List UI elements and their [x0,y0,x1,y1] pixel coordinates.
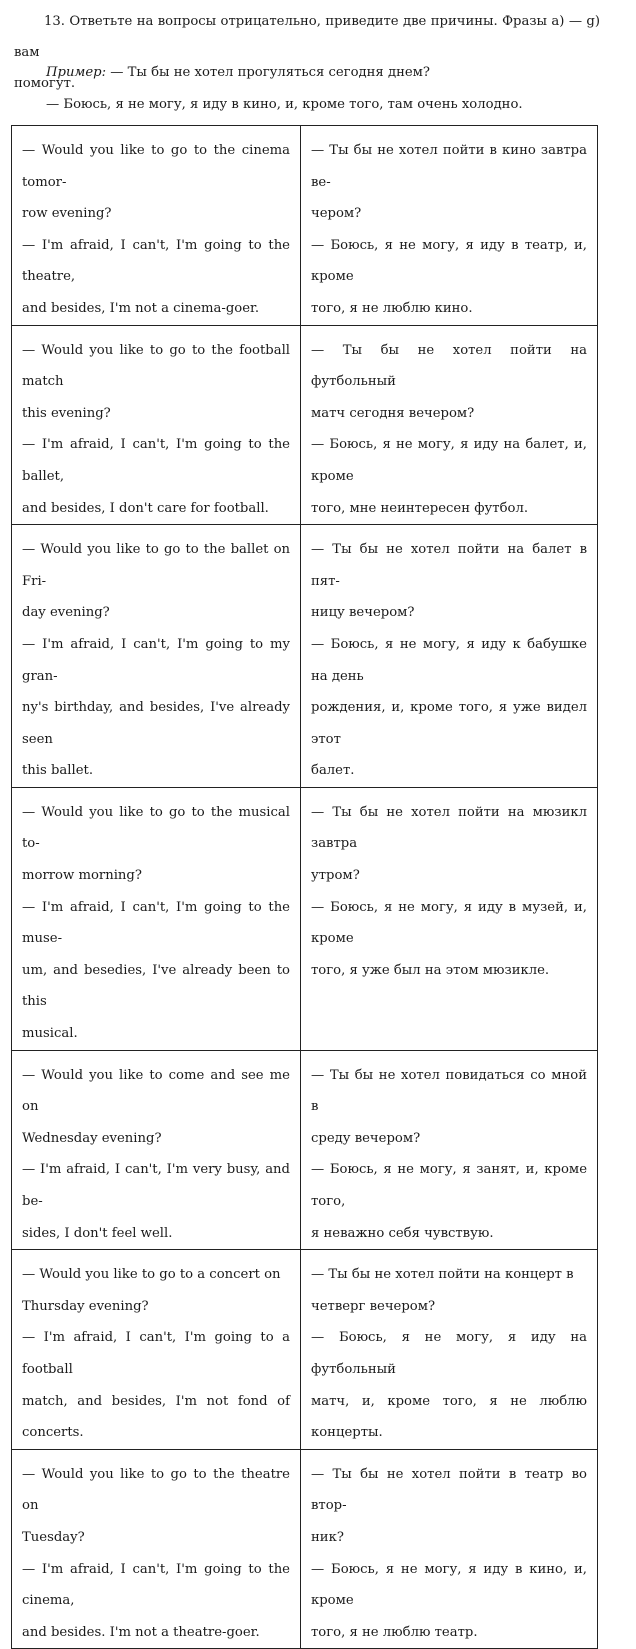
russian-line: того, мне неинтересен футбол. [311,500,529,516]
russian-line: — Ты бы не хотел пойти в театр во втор- [311,1466,587,1514]
english-line: Tuesday? [22,1529,85,1545]
russian-cell [301,126,598,326]
russian-line: — Боюсь, я не могу, я занят, и, кроме того, [311,1162,587,1209]
english-cell [12,525,301,788]
answers-table [11,125,598,1649]
russian-cell [301,787,598,1050]
english-line: and besides, I don't care for football. [22,500,269,516]
english-line: this ballet. [22,763,94,779]
russian-line: утром? [311,868,360,884]
english-line: day evening? [22,605,110,621]
example-question-line [46,65,430,80]
english-line: — Would you like to go to the theatre on [22,1466,290,1514]
example-answer-line [46,97,523,112]
english-cell [12,1250,301,1450]
english-line: and besides. I'm not a theatre-goer. [22,1624,260,1640]
english-line: — I'm afraid, I can't, I'm going to my gran- [22,636,290,684]
russian-cell [301,1050,598,1250]
instruction-line-2: помогут. [14,76,76,91]
instruction-line-1: Ответьте на вопросы отрицательно, приведите две причины. Фразы a) — g) вам [14,14,600,60]
english-cell [12,325,301,525]
russian-line: — Ты бы не хотел пойти в кино завтра ве- [311,143,587,190]
example-label: Пример: [46,65,107,80]
english-line: match, and besides, I'm not fond of concerts. [22,1393,290,1441]
russian-cell [301,1449,598,1649]
russian-line: рождения, и, кроме того, я уже видел этот [311,700,587,747]
english-line: — I'm afraid, I can't, I'm going to a football [22,1330,290,1377]
russian-line: — Боюсь, я не могу, я иду в кино, и, кроме [311,1561,587,1609]
english-line: — Would you like to come and see me on [22,1067,290,1115]
english-line: — I'm afraid, I can't, I'm going to the theatre, [22,237,290,285]
russian-line: матч, и, кроме того, я не люблю концерты. [311,1393,587,1441]
english-line: — I'm afraid, I can't, I'm very busy, and be- [22,1162,290,1209]
table-row [12,126,598,326]
russian-line: среду вечером? [311,1130,421,1146]
table-row [12,525,598,788]
example-answer: — Боюсь, я не могу, я иду в кино, и, кроме того, там очень холодно. [46,97,523,112]
english-cell [12,1449,301,1649]
example-question: — Ты бы не хотел прогуляться сегодня днем? [106,65,430,80]
english-line: and besides, I'm not a cinema-goer. [22,300,260,316]
russian-line: — Боюсь, я не могу, я иду на футбольный [311,1330,587,1377]
russian-cell [301,525,598,788]
english-line: musical. [22,1026,78,1042]
russian-line: четверг вечером? [311,1298,436,1314]
russian-line: чером? [311,206,362,222]
russian-line: того, я не люблю кино. [311,300,473,316]
english-line: — Would you like to go to the musical to- [22,804,290,852]
russian-line: того, я не люблю театр. [311,1624,478,1640]
english-line: this evening? [22,405,111,421]
english-line: morrow morning? [22,868,142,884]
english-line: — Would you like to go to the ballet on Fri- [22,542,290,589]
english-line: Wednesday evening? [22,1130,162,1146]
russian-cell [301,325,598,525]
russian-line: матч сегодня вечером? [311,405,475,421]
russian-line: — Ты бы не хотел пойти на балет в пят- [311,542,587,589]
english-line: sides, I don't feel well. [22,1225,173,1241]
russian-line: ницу вечером? [311,605,415,621]
russian-line: — Боюсь, я не могу, я иду к бабушке на день [311,636,587,684]
russian-line: я неважно себя чувствую. [311,1225,494,1241]
table-row [12,787,598,1050]
english-line: Thursday evening? [22,1298,149,1314]
table-row [12,1449,598,1649]
table-row [12,1050,598,1250]
russian-line: — Боюсь, я не могу, я иду в театр, и, кроме [311,237,587,285]
russian-line: — Ты бы не хотел пойти на футбольный [311,342,587,390]
exercise-instruction [14,6,600,99]
english-line: — I'm afraid, I can't, I'm going to the muse- [22,899,290,947]
english-line: um, and besedies, I've already been to this [22,962,290,1010]
table-row [12,1250,598,1450]
russian-line: — Боюсь, я не могу, я иду в музей, и, кроме [311,899,587,947]
english-line: — I'm afraid, I can't, I'm going to the cinema, [22,1561,290,1609]
english-cell [12,1050,301,1250]
english-line: row evening? [22,206,112,222]
russian-line: того, я уже был на этом мюзикле. [311,962,550,978]
russian-line: — Боюсь, я не могу, я иду на балет, и, кроме [311,437,587,484]
russian-line: балет. [311,763,355,779]
english-line: — I'm afraid, I can't, I'm going to the ballet, [22,437,290,484]
russian-line: ник? [311,1529,344,1545]
russian-cell [301,1250,598,1450]
exercise-number: 13. [44,14,65,29]
russian-line: — Ты бы не хотел пойти на концерт в [311,1267,574,1283]
table-row [12,325,598,525]
russian-line: — Ты бы не хотел пойти на мюзикл завтра [311,804,587,852]
english-line: — Would you like to go to a concert on [22,1267,281,1283]
english-cell [12,126,301,326]
english-cell [12,787,301,1050]
english-line: ny's birthday, and besides, I've already seen [22,700,290,747]
russian-line: — Ты бы не хотел повидаться со мной в [311,1067,587,1115]
english-line: — Would you like to go to the cinema tomor- [22,143,290,190]
english-line: — Would you like to go to the football match [22,342,290,390]
